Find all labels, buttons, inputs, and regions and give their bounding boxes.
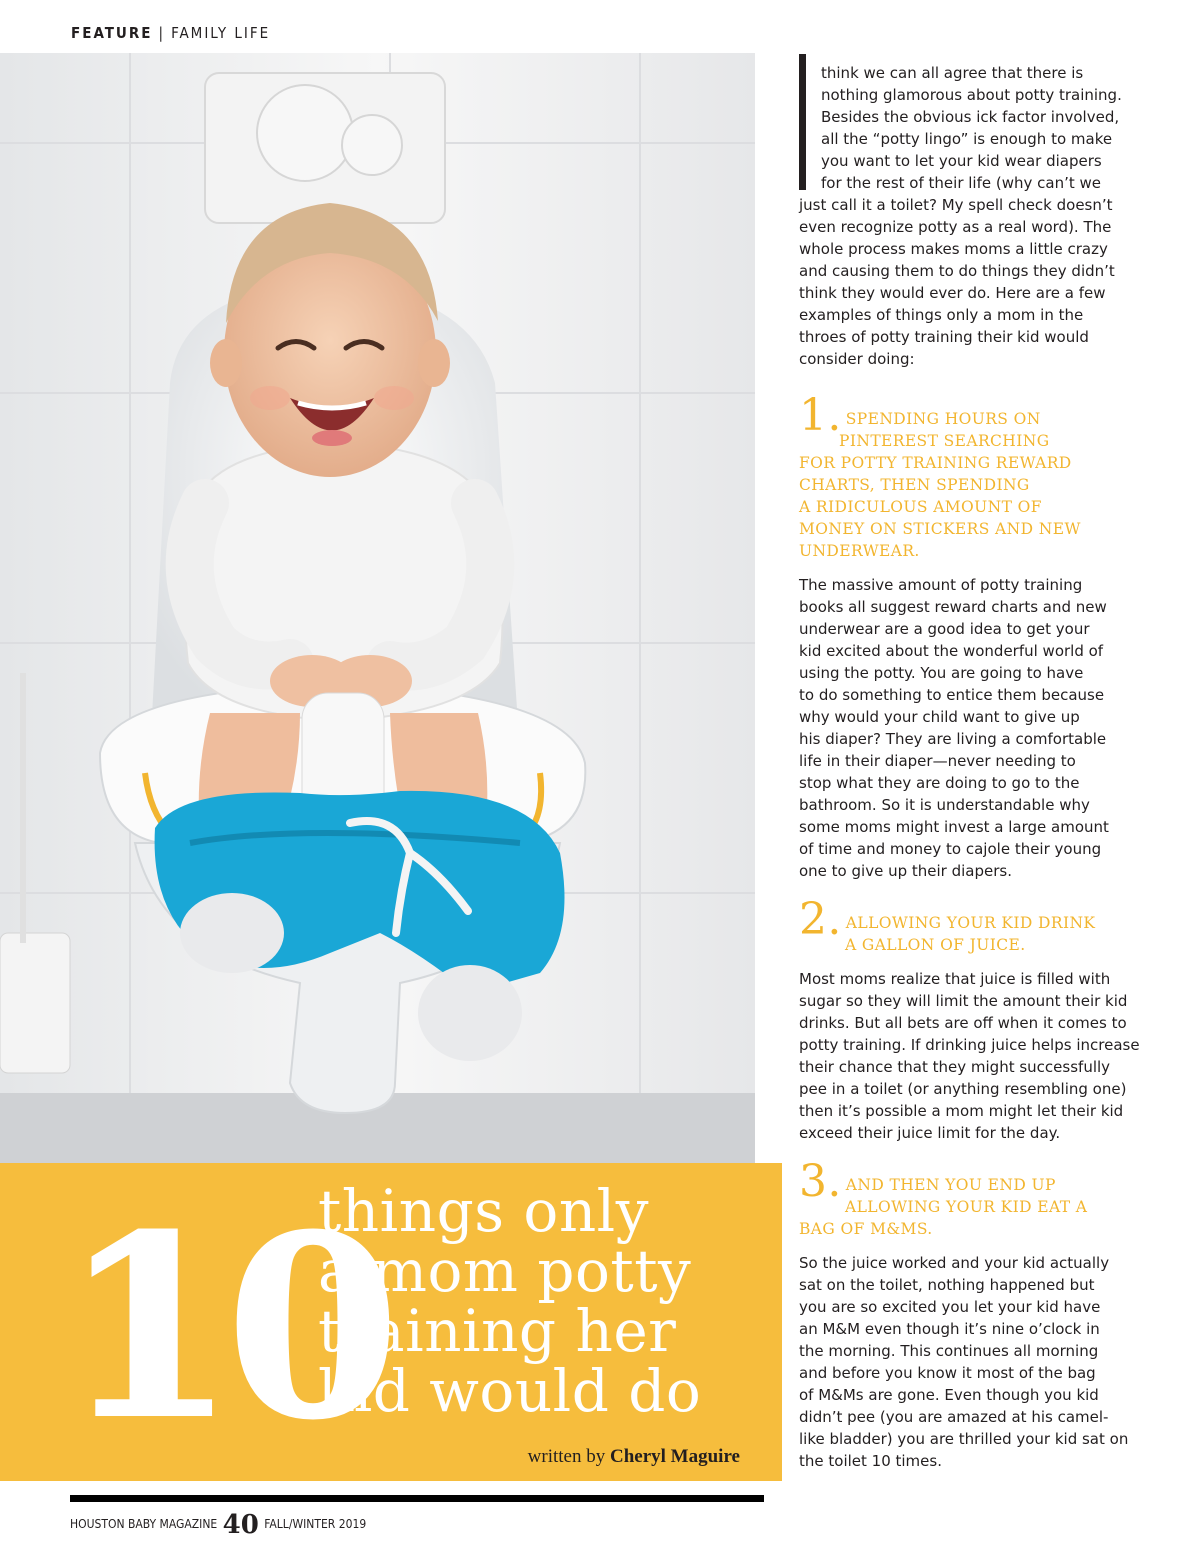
item-2 [799, 894, 1140, 1144]
body-line: drinks. But all bets are off when it comes to [799, 1014, 1127, 1032]
item-heading-line: FOR POTTY TRAINING REWARD [799, 454, 1072, 472]
intro-paragraph [799, 62, 1131, 370]
body-line: the toilet 10 times. [799, 1452, 942, 1470]
body-line: why would your child want to give up [799, 708, 1080, 726]
body-line: some moms might invest a large amount [799, 818, 1109, 836]
body-line: an M&M even though it’s nine o’clock in [799, 1320, 1100, 1338]
body-line: The massive amount of potty training [799, 576, 1083, 594]
body-line: one to give up their diapers. [799, 862, 1012, 880]
intro-line: examples of things only a mom in the [799, 306, 1084, 324]
body-line: underwear are a good idea to get your [799, 620, 1090, 638]
section-label [71, 24, 270, 42]
byline [528, 1446, 740, 1468]
body-line: potty training. If drinking juice helps increase [799, 1036, 1140, 1054]
item-body [799, 574, 1131, 882]
toddler-on-toilet-illustration [0, 53, 755, 1173]
body-line: their chance that they might successfully [799, 1058, 1111, 1076]
title-block [0, 1163, 782, 1481]
body-line: like bladder) you are thrilled your kid sat on [799, 1430, 1129, 1448]
body-line: of time and money to cajole their young [799, 840, 1102, 858]
body-line: then it’s possible a mom might let their kid [799, 1102, 1124, 1120]
headline-line: training her [318, 1297, 677, 1365]
intro-line: think we can all agree that there is [821, 64, 1084, 82]
body-line: his diaper? They are living a comfortable [799, 730, 1107, 748]
subsection-name: FAMILY LIFE [171, 24, 271, 42]
intro-line: for the rest of their life (why can’t we [821, 174, 1101, 192]
intro-line: throes of potty training their kid would [799, 328, 1089, 346]
item-heading-line: UNDERWEAR. [799, 542, 920, 560]
item-heading-line: A GALLON OF JUICE. [845, 936, 1026, 954]
page-footer [70, 1510, 366, 1540]
item-body [799, 968, 1140, 1144]
body-line: bathroom. So it is understandable why [799, 796, 1090, 814]
intro-line: and causing them to do things they didn’t [799, 262, 1115, 280]
body-line: pee in a toilet (or anything resembling one) [799, 1080, 1127, 1098]
byline-prefix: written by [527, 1446, 606, 1467]
item-heading: 1. SPENDING HOURS ON [799, 390, 1041, 441]
headline-line: a mom potty [318, 1237, 692, 1305]
item-3 [799, 1156, 1131, 1472]
big-number-text: 10 [62, 1180, 390, 1474]
body-line: exceed their juice limit for the day. [799, 1124, 1061, 1142]
item-heading: 3. AND THEN YOU END UP [799, 1156, 1056, 1207]
hero-photo [0, 53, 755, 1173]
intro-line: even recognize potty as a real word). The [799, 218, 1112, 236]
headline-line: kid would do [318, 1357, 702, 1425]
intro-line: consider doing: [799, 350, 915, 368]
item-number: 1. [799, 390, 842, 441]
body-line: stop what they are doing to go to the [799, 774, 1080, 792]
intro-line: Besides the obvious ick factor involved, [821, 108, 1120, 126]
body-line: sugar so they will limit the amount their kid [799, 992, 1128, 1010]
body-line: the morning. This continues all morning [799, 1342, 1099, 1360]
byline-author: Cheryl Maguire [610, 1446, 740, 1467]
body-line: So the juice worked and your kid actually [799, 1254, 1110, 1272]
article-column [799, 62, 1140, 1472]
page-number: 40 [222, 1510, 259, 1540]
footer-rule [70, 1495, 764, 1502]
item-number: 2. [799, 894, 842, 945]
item-heading-line: CHARTS, THEN SPENDING [799, 476, 1030, 494]
body-line: using the potty. You are going to have [799, 664, 1084, 682]
big-number-ten [52, 1175, 390, 1474]
item-heading-line: PINTEREST SEARCHING [839, 432, 1050, 450]
body-line: sat on the toilet, nothing happened but [799, 1276, 1095, 1294]
item-heading-line: MONEY ON STICKERS AND NEW [799, 520, 1081, 538]
intro-line: think they would ever do. Here are a few [799, 284, 1106, 302]
section-name: FEATURE [71, 24, 153, 42]
body-line: and before you know it most of the bag [799, 1364, 1096, 1382]
headline-line: things only [318, 1177, 649, 1245]
intro-line: whole process makes moms a little crazy [799, 240, 1108, 258]
magazine-name: HOUSTON BABY MAGAZINE [70, 1517, 218, 1531]
item-heading: 2. ALLOWING YOUR KID DRINK [799, 894, 1096, 945]
item-number: 3. [799, 1156, 842, 1207]
body-line: you are so excited you let your kid have [799, 1298, 1101, 1316]
item-heading-line: ALLOWING YOUR KID EAT A [845, 1198, 1088, 1216]
body-line: Most moms realize that juice is filled with [799, 970, 1111, 988]
item-body [799, 1252, 1131, 1472]
item-heading-line: A RIDICULOUS AMOUNT OF [799, 498, 1042, 516]
headline [318, 1177, 778, 1425]
item-1 [799, 390, 1131, 882]
intro-line: all the “potty lingo” is enough to make [821, 130, 1113, 148]
intro-line: nothing glamorous about potty training. [821, 86, 1122, 104]
body-line: to do something to entice them because [799, 686, 1105, 704]
body-line: books all suggest reward charts and new [799, 598, 1107, 616]
intro-line: just call it a toilet? My spell check doesn’t [799, 196, 1113, 214]
body-line: didn’t pee (you are amazed at his camel- [799, 1408, 1109, 1426]
intro-line: you want to let your kid wear diapers [821, 152, 1102, 170]
body-line: life in their diaper—never needing to [799, 752, 1076, 770]
drop-cap-i [799, 54, 806, 190]
item-heading-line: BAG OF M&MS. [799, 1220, 933, 1238]
body-line: kid excited about the wonderful world of [799, 642, 1104, 660]
section-separator: | [158, 24, 166, 42]
body-line: of M&Ms are gone. Even though you kid [799, 1386, 1099, 1404]
issue-date: FALL/WINTER 2019 [264, 1517, 367, 1531]
